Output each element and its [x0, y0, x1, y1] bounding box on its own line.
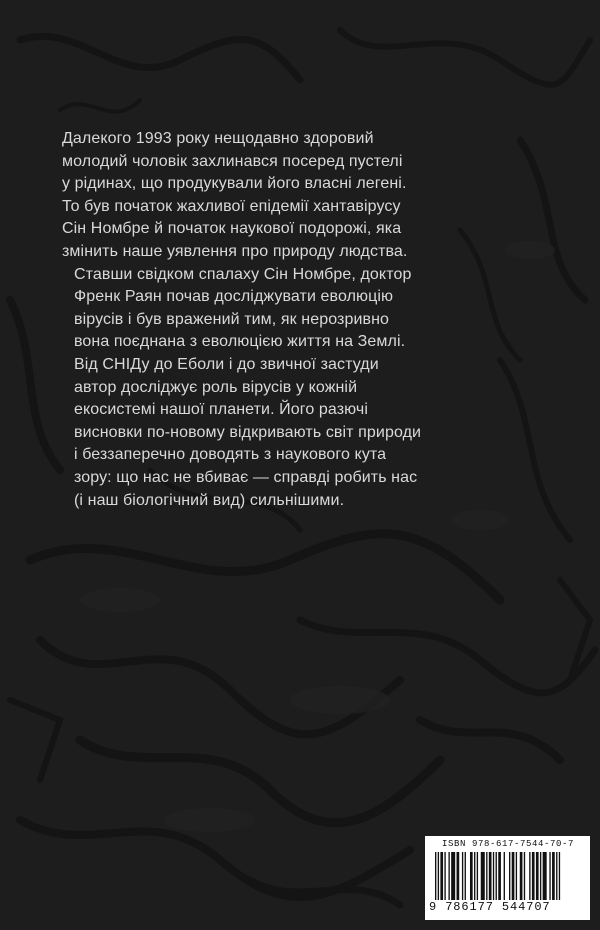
blurb-line: вона поєднана з еволюцією життя на Землі. — [74, 333, 406, 351]
barcode-bar — [440, 852, 443, 900]
blurb-line: екосистемі нашої планети. Його разючі — [74, 401, 368, 419]
isbn-barcode — [425, 836, 590, 920]
blurb-line: автор досліджує роль вірусів у кожній — [74, 378, 358, 396]
barcode-bar — [435, 852, 436, 900]
blurb-text — [62, 128, 482, 512]
barcode-bar — [524, 852, 525, 900]
ean-digits: 9 786177 544707 — [429, 900, 551, 914]
barcode-bar — [457, 852, 460, 900]
barcode-bar — [444, 852, 445, 900]
barcode-bar — [504, 852, 505, 900]
blurb-line: То був початок жахливої епідемії хантавірусу — [62, 197, 401, 215]
barcode-bar — [559, 852, 560, 900]
blurb-line: молодий чоловік захлинався посеред пустелі — [62, 152, 403, 170]
barcode-bar — [512, 852, 515, 900]
barcode-bar — [465, 852, 466, 900]
barcode-bar — [451, 852, 455, 900]
barcode-bars — [435, 852, 583, 900]
barcode-bar — [496, 852, 497, 900]
blurb-line: Далекого 1993 року нещодавно здоровий — [62, 130, 374, 147]
barcode-bar — [520, 852, 523, 900]
blurb-line: зору: що нас не вбиває — справді робить нас — [74, 468, 418, 486]
barcode-bar — [549, 852, 550, 900]
barcode-bar — [509, 852, 510, 900]
barcode-bar — [498, 852, 501, 900]
blurb-line: і беззаперечно доводять з наукового кута — [74, 446, 387, 464]
blurb-paragraph-1 — [62, 128, 482, 264]
blurb-line: Ставши свідком спалаху Сін Номбре, доктор — [74, 265, 412, 283]
blurb-line: у рідинах, що продукували його власні легені. — [62, 175, 407, 193]
blurb-line: Сін Номбре й початок наукової подорожі, яка — [62, 220, 402, 238]
barcode-bar — [493, 852, 494, 900]
barcode-bar — [529, 852, 530, 900]
blurb-line: вірусів і був вражений тим, як нерозривно — [74, 310, 390, 328]
barcode-bar — [438, 852, 439, 900]
blurb-line: Від СНІДу до Еболи і до звичної застуди — [74, 355, 379, 373]
isbn-label: ISBN 978-617-7544-70-7 — [442, 839, 575, 849]
barcode-bar — [474, 852, 475, 900]
barcode-bar — [481, 852, 485, 900]
barcode-bar — [552, 852, 555, 900]
barcode-bar — [532, 852, 535, 900]
barcode-bar — [536, 852, 539, 900]
barcode-bar — [516, 852, 517, 900]
barcode-bar — [477, 852, 478, 900]
barcode-bar — [556, 852, 557, 900]
blurb-line: висновки по-новому відкривають світ природи — [74, 423, 422, 441]
barcode-bar — [540, 852, 541, 900]
barcode-bar — [448, 852, 449, 900]
barcode-bar — [470, 852, 473, 900]
barcode-bar — [543, 852, 547, 900]
barcode-bar — [486, 852, 487, 900]
blurb-line: (і наш біологічний вид) сильнішими. — [74, 491, 345, 509]
blurb-line: змінить наше уявлення про природу людства. — [62, 242, 408, 260]
blurb-line: Френк Раян почав досліджувати еволюцію — [74, 288, 394, 306]
barcode-bar — [489, 852, 492, 900]
barcode-bar — [462, 852, 463, 900]
blurb-paragraph-2 — [62, 264, 482, 513]
